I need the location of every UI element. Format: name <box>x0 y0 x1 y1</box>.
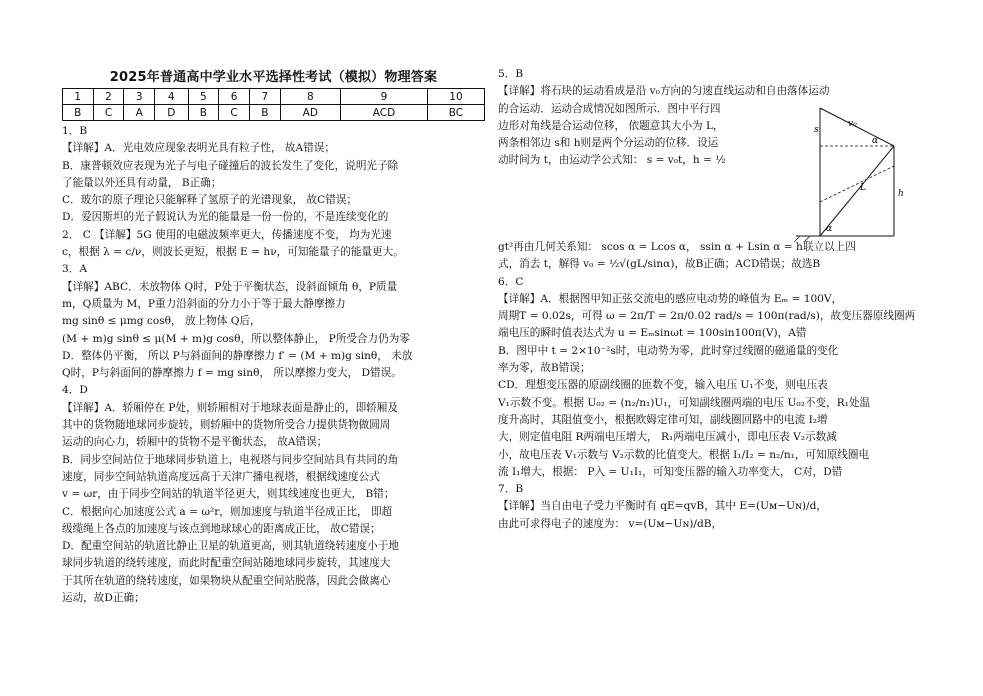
text-line: 【详解】A．根据图甲知正弦交流电的感应电动势的峰值为 Eₘ = 100V， <box>498 292 843 305</box>
text-line: 5．B <box>498 68 524 80</box>
right-column <box>498 66 923 533</box>
text-line: gt²再由几何关系知： scos α = Lcos α， ssin α + Lsin α = h联立以上四 <box>498 240 856 253</box>
text-line: 于其所在轨道的绕转速度，如果物块从配重空间站脱落，因此会做离心 <box>62 574 391 587</box>
text-line: 运动，故D正确； <box>62 592 145 605</box>
label-v0: v₀ <box>848 119 857 129</box>
answer-table-number-row <box>63 89 485 105</box>
text-line: 6．C <box>498 275 524 288</box>
text-line: c，根据 λ = c/ν，则波长更短，根据 E = hν，可知能量子的能量更大。 <box>62 246 404 259</box>
text-line: 7．B <box>498 483 524 496</box>
text-line: 【详解】ABC．未放物体 Q时，P处于平衡状态，设斜面倾角 θ，P质量 <box>62 280 398 293</box>
L-diagonal <box>820 146 894 236</box>
text-line: 其中的货物随地球同步旋转，则轿厢中的货物所受合力提供货物做圆周 <box>62 419 391 432</box>
answer-table-answer-row <box>63 105 485 121</box>
text-line: 4．D <box>62 384 88 397</box>
text-line: 度升高时，其阻值变小，根据欧姆定律可知，副线圈回路中的电流 I₂增 <box>498 413 828 426</box>
question-number: 9 <box>341 89 428 105</box>
question-number: 7 <box>250 89 281 105</box>
text-line: 【详解】将石块的运动看成是沿 v₀方向的匀速直线运动和自由落体运动 <box>498 85 830 98</box>
projectile-decomposition-diagram <box>794 104 922 250</box>
text-line: 【详解】A．光电效应现象表明光具有粒子性， 故A错误； <box>62 142 335 155</box>
answer-table <box>62 88 485 121</box>
text-line: (M + m)g sinθ ≤ μ(M + m)g cosθ，所以整体静止， P所受合力仍为零 <box>62 332 410 345</box>
question-number: 2 <box>93 89 124 105</box>
answer-cell: BC <box>427 105 484 121</box>
text-line: 运动的向心力，轿厢中的货物不是平衡状态， 故A错误； <box>62 436 328 449</box>
text-line: B．康普顿效应表现为光子与电子碰撞后的波长发生了变化，说明光子除 <box>62 159 399 172</box>
text-line: mg sinθ ≤ μmg cosθ， 放上物体 Q后， <box>62 315 261 328</box>
answer-cell: C <box>219 105 250 121</box>
answer-cell: ACD <box>341 105 428 121</box>
text-line: 小，故电压表 V₁示数与 V₂示数的比值变大。根据 I₁/I₂ = n₂/n₁，可知原线圈电 <box>498 448 870 461</box>
label-h: h <box>898 189 904 199</box>
answer-cell: B <box>63 105 94 121</box>
text-line: 动时间为 t，由运动学公式知： s = v₀t，h = ½ <box>498 154 726 167</box>
text-line: 速度，同步空间站轨道高度远高于天津广播电视塔，根据线速度公式 <box>62 470 380 483</box>
left-column <box>62 66 485 607</box>
text-line: D．爱因斯坦的光子假说认为光的能量是一份一份的，不是连续变化的 <box>62 211 389 224</box>
text-line: 的合运动．运动合成情况如图所示．图中平行四 <box>498 102 721 115</box>
question-number: 4 <box>154 89 188 105</box>
v0-direction-line <box>820 108 894 146</box>
answer-cell: C <box>93 105 124 121</box>
question-number: 5 <box>188 89 219 105</box>
text-line: 边形对角线是合运动位移， 依题意其大小为 L， <box>498 119 724 132</box>
text-line: 了能量以外还具有动量， B正确； <box>62 176 222 189</box>
text-line: D．配重空间站的轨道比静止卫星的轨道更高，则其轨道绕转速度小于地 <box>62 540 399 553</box>
text-line: 率为零，故B错误； <box>498 362 591 375</box>
text-line: m，Q质量为 M，P重力沿斜面的分力小于等于最大静摩擦力 <box>62 297 346 310</box>
text-line: 周期T = 0.02s，可得 ω = 2π/T = 2π/0.02 rad/s = 100π(rad/s)，故变压器原线圈两 <box>498 310 916 323</box>
text-line: 3．A <box>62 263 87 276</box>
label-alpha-top: α <box>872 136 879 146</box>
label-s: s <box>814 125 819 135</box>
text-line: B．同步空间站位于地球同步轨道上，电视塔与同步空间站具有共同的角 <box>62 453 399 466</box>
answer-cell: B <box>188 105 219 121</box>
answer-cell: B <box>250 105 281 121</box>
text-line: 流 I₁增大，根据： P入 = U₁I₁，可知变压器的输入功率变大， C对，D错 <box>498 465 843 478</box>
question-number: 8 <box>280 89 340 105</box>
text-line: 球同步轨道的绕转速度，而此时配重空间站随地球同步旋转，其速度大 <box>62 557 391 570</box>
question-number: 6 <box>219 89 250 105</box>
question-number: 10 <box>427 89 484 105</box>
text-line: 【详解】A．轿厢停在 P处，则轿厢相对于地球表面是静止的，即轿厢及 <box>62 401 398 414</box>
text-line: C．玻尔的原子理论只能解释了氢原子的光谱现象， 故C错误； <box>62 194 358 207</box>
question-number: 3 <box>124 89 154 105</box>
page-title: 2025年普通高中学业水平选择性考试（模拟）物理答案 <box>109 70 438 85</box>
lower-dashed <box>820 166 894 202</box>
text-line: 1．B <box>62 125 88 137</box>
label-L: L <box>860 183 866 193</box>
text-line: Q时，P与斜面间的静摩擦力 f = mg sinθ， 所以摩擦力变大， D错误。 <box>62 367 402 380</box>
text-line: 端电压的瞬时值表达式为 u = Eₘsinωt = 100sin100π(V)，A错 <box>498 327 807 340</box>
label-alpha-bottom: α <box>826 224 833 234</box>
text-line: D．整体仍平衡， 所以 P与斜面间的静摩擦力 f′ = (M + m)g sinθ， 未放 <box>62 349 413 362</box>
question-number: 1 <box>63 89 94 105</box>
text-line: C．根据向心加速度公式 a = ω²r，则加速度与轨道半径成正比， 即超 <box>62 505 393 518</box>
text-line: 两条相邻边 s和 h则是两个分运动的位移．设运 <box>498 137 719 150</box>
left-solution-text <box>62 123 485 607</box>
text-line: 级缆绳上各点的加速度与该点到地球球心的距离成正比， 故C错误； <box>62 522 381 535</box>
text-line: 由此可求得电子的速度为： v=(Uᴍ−Uɴ)/dB， <box>498 517 723 530</box>
text-line: CD．理想变压器的原副线圈的匝数不变，输入电压 U₁不变，则电压表 <box>498 379 828 392</box>
answer-cell: D <box>154 105 188 121</box>
text-line: 2． C 【详解】5G 使用的电磁波频率更大，传播速度不变， 均为光速 <box>62 228 392 241</box>
text-line: V₁示数不变。根据 U₀₂ = (n₂/n₁)U₁，可知副线圈两端的电压 U₀₂不变，R₁处温 <box>498 396 871 409</box>
text-line: 式，消去 t，解得 v₀ = ½√(gL/sinα)，故B正确；ACD错误；故选B <box>498 258 821 271</box>
answer-cell: AD <box>280 105 340 121</box>
ground-hatching <box>794 236 810 242</box>
text-line: v = ωr，由于同步空间站的轨道半径更大，则其线速度也更大， B错； <box>62 488 395 501</box>
answer-cell: A <box>124 105 154 121</box>
text-line: 大，则定值电阻 R两端电压增大， R₁两端电压减小，即电压表 V₂示数减 <box>498 431 837 444</box>
text-line: B．图甲中 t = 2×10⁻²s时，电动势为零，此时穿过线圈的磁通量的变化 <box>498 344 839 357</box>
text-line: 【详解】当自由电子受力平衡时有 qE=qvB，其中 E=(Uᴍ−Uɴ)/d， <box>498 500 827 513</box>
